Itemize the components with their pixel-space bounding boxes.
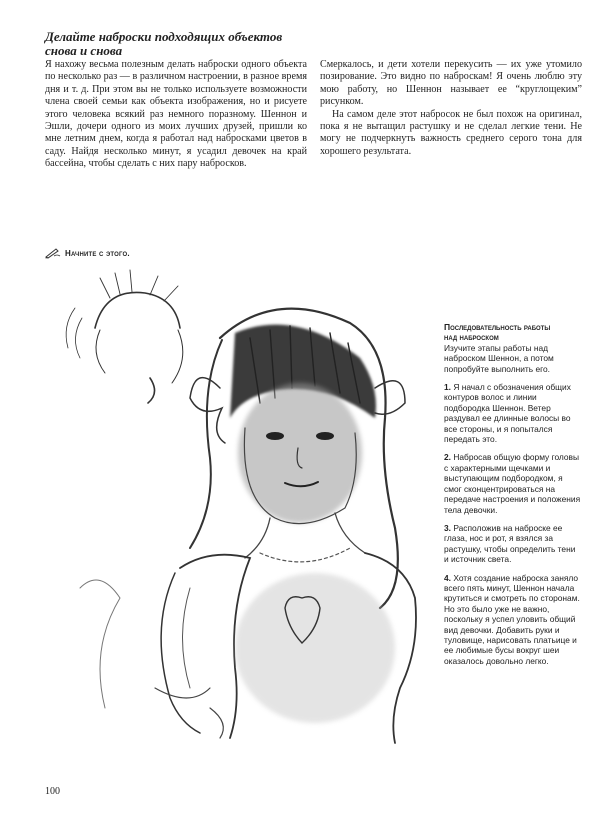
step-number: 2. xyxy=(444,452,451,463)
page-number: 100 xyxy=(45,786,60,797)
preliminary-head-sketch xyxy=(66,270,183,403)
paragraph: Смеркалось, и дети хотели перекусить — их уже утомило позирование. Это видно по наброскам! Я очень люблю эту мою работу, но Шеннон называет ее “круглощеким” рисунком. xyxy=(320,59,582,108)
step-text: Хотя создание наброска заняло всего пять минут, Шеннон начала крутиться и смотреть по сторонам. Но это было уже не важно, поскольку я успел уловить общий вид девочки. Добавить руки и туловище, нарисовать платьице и ее любимые бусы вокруг шеи оказалось довольно легко. xyxy=(444,572,580,666)
sidebar-heading-line: над наброском xyxy=(444,332,499,343)
sidebar xyxy=(444,322,582,674)
right-text-column xyxy=(320,59,582,158)
pencil-hand-icon xyxy=(45,247,61,259)
page-title: Делайте наброски подходящих объектов снова и снова xyxy=(45,29,283,58)
paragraph: Я нахожу весьма полезным делать наброски одного объекта по несколько раз — в различном настроении, в разное время дня и т. д. При этом вы не только используете возможности члена своей семьи как объекта изображения, но и рисуете этого человека всякий раз немного поразному. Шеннон и Эшли, дочери одного из моих лучших друзей, пришли ко мне летним днем, когда я работал над набросками цветов в саду. Найдя несколько минут, я усадил девочек на край бассейна, чтобы сделать с них пару набросков. xyxy=(45,59,307,170)
sidebar-step xyxy=(444,573,582,667)
sidebar-step xyxy=(444,523,582,565)
paragraph: На самом деле этот набросок не был похож на оригинал, пока я не вытащил растушку и не сделал легкие тени. Не могу не подчеркнуть важность среднего серого тона для хорошего результата. xyxy=(320,108,582,157)
start-note-label: Начните с этого. xyxy=(65,248,130,258)
step-text: Набросав общую форму головы с характерными щечками и выступающим подбородком, я смог сконцентрироваться на передаче настроения и положения тела девочки. xyxy=(444,452,581,515)
step-text: Я начал с обозначения общих контуров волос и линии подбородка Шеннон. Ветер раздувал ее длинные волосы во все стороны, и я попытался передать это. xyxy=(444,382,571,445)
main-portrait xyxy=(80,309,416,743)
sidebar-intro: Изучите этапы работы над наброском Шеннон, а потом попробуйте выполнить его. xyxy=(444,342,554,374)
step-number: 4. xyxy=(444,572,451,583)
sidebar-heading xyxy=(444,322,582,343)
step-number: 1. xyxy=(444,382,451,393)
sidebar-step xyxy=(444,452,582,514)
sidebar-heading-line: Последовательность работы xyxy=(444,322,551,332)
left-text-column xyxy=(45,59,307,171)
sidebar-step xyxy=(444,382,582,444)
step-number: 3. xyxy=(444,522,451,533)
portrait-sketch xyxy=(60,268,440,748)
start-note xyxy=(45,247,130,259)
step-text: Расположив на наброске ее глаза, нос и рот, я взялся за растушку, чтобы определить тени и источник света. xyxy=(444,522,576,565)
